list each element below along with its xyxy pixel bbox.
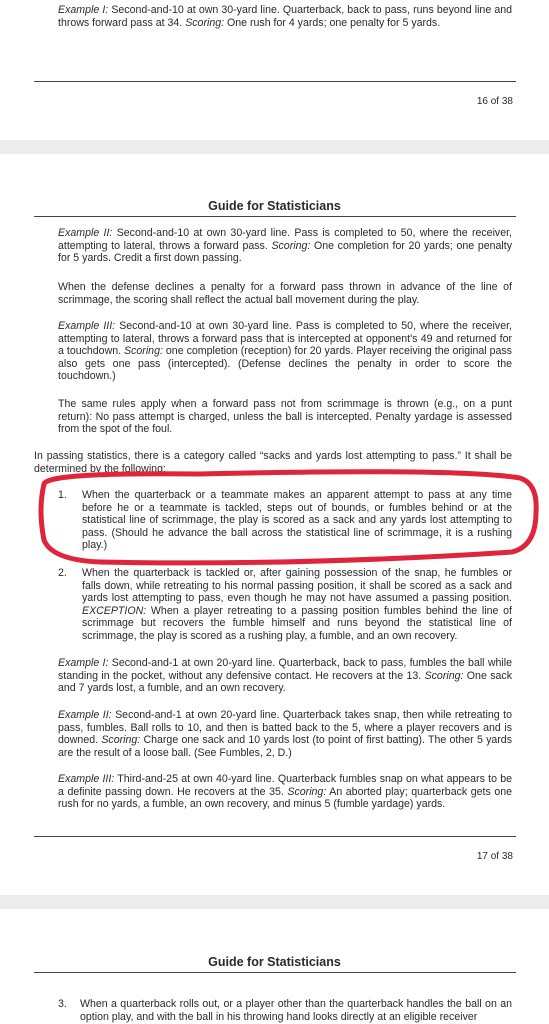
page-gap-2 (0, 895, 549, 909)
page18-item3-number: 3. (58, 998, 67, 1010)
highlight-oval-stroke (41, 472, 536, 563)
page17-footer-rule (34, 836, 516, 837)
page17-defense-declines: When the defense declines a penalty for a forward pass thrown in advance of the line of scrimmage, the scoring shall reflect the actual ball movement during the play. (58, 281, 512, 306)
page18-item3-text: When a quarterback rolls out, or a player other than the quarterback handles the ball on an option play, and with the ball in his throwing hand looks directly at an eligible receiver (80, 998, 512, 1023)
page17-sacks-intro: In passing statistics, there is a category called “sacks and yards lost attempting to pass.” It shall be determined by the following: (34, 450, 512, 475)
page17-item2-number: 2. (58, 567, 67, 579)
page17-example-iii: Example III: Second-and-10 at own 30-yard line. Pass is completed to 50, where the receiver, attempting to lateral, throws a forward pass that is intercepted at opponent's 49 and returned for a touchdown. Scoring: one completion (reception) for 20 yards. Player receiving the original pass also gets one pass (intercepted). (Defense declines the penalty in order to score the touchdown.) (58, 320, 512, 383)
page17-header: Guide for Statisticians (208, 199, 341, 213)
page16-page-number: 16 of 38 (476, 96, 513, 107)
page17-item1-number: 1. (58, 489, 67, 501)
page17-item1-text: When the quarterback or a teammate makes an apparent attempt to pass at any time before he or a teammate is tackled, steps out of bounds, or fumbles behind or at the statistical line of scrimmage, the play is scored as a sack and any yards lost attempting to pass. (Should he advance the ball across the statistical line of scrimmage, it is a rushing play.) (82, 489, 512, 552)
page17-ex2-i: Example I: Second-and-1 at own 20-yard line. Quarterback, back to pass, fumbles the ball while standing in the pocket, without any defensive contact. He recovers at the 13. Scoring: One sack and 7 yards lost, a fumble, and an own recovery. (58, 657, 512, 695)
page17-ex2-iii: Example III: Third-and-25 at own 40-yard line. Quarterback fumbles snap on what appears to be a definite passing down. He recovers at the 35. Scoring: An aborted play; quarterback gets one rush for no yards, a fumble, an own recovery, and minus 5 (fumble yardage) yards. (58, 773, 513, 811)
page16-example-i: Example I: Second-and-10 at own 30-yard line. Quarterback, back to pass, runs beyond line and throws forward pass at 34. Scoring: One rush for 4 yards; one penalty for 5 yards. (58, 4, 512, 29)
page17-example-ii: Example II: Second-and-10 at own 30-yard line. Pass is completed to 50, where the receiver, attempting to lateral, throws a forward pass. Scoring: One completion for 20 yards; one penalty for 5 yards. Credit a first down passing. (58, 227, 512, 265)
page17-ex2-ii: Example II: Second-and-1 at own 20-yard line. Quarterback takes snap, then while retreating to pass, fumbles. Ball rolls to 10, and then is batted back to the 5, where a player recovers and is downed. Scoring: Charge one sack and 10 yards lost (to point of first batting). The other 5 yards are the result of a loose ball. (See Fumbles, 2, D.) (58, 709, 512, 759)
page17-same-rules: The same rules apply when a forward pass not from scrimmage is thrown (e.g., on a punt return): No pass attempt is charged, unless the ball is intercepted. Penalty yardage is assessed from the spot of the foul. (58, 398, 512, 436)
page17-item2-text: When the quarterback is tackled or, after gaining possession of the snap, he fumbles or falls down, while retreating to his normal passing position, it shall be scored as a sack and yards lost attempting to pass, even though he may not have assumed a passing position. EXCEPTION: When a player retreating to a passing position fumbles behind the line of scrimmage but recovers the fumble himself and runs beyond the statistical line of scrimmage, the play is scored as a rushing play, a fumble, and an own recovery. (82, 567, 512, 642)
page18-header: Guide for Statisticians (208, 955, 341, 969)
page17-page-number: 17 of 38 (476, 851, 513, 862)
page18-header-rule (34, 972, 516, 973)
